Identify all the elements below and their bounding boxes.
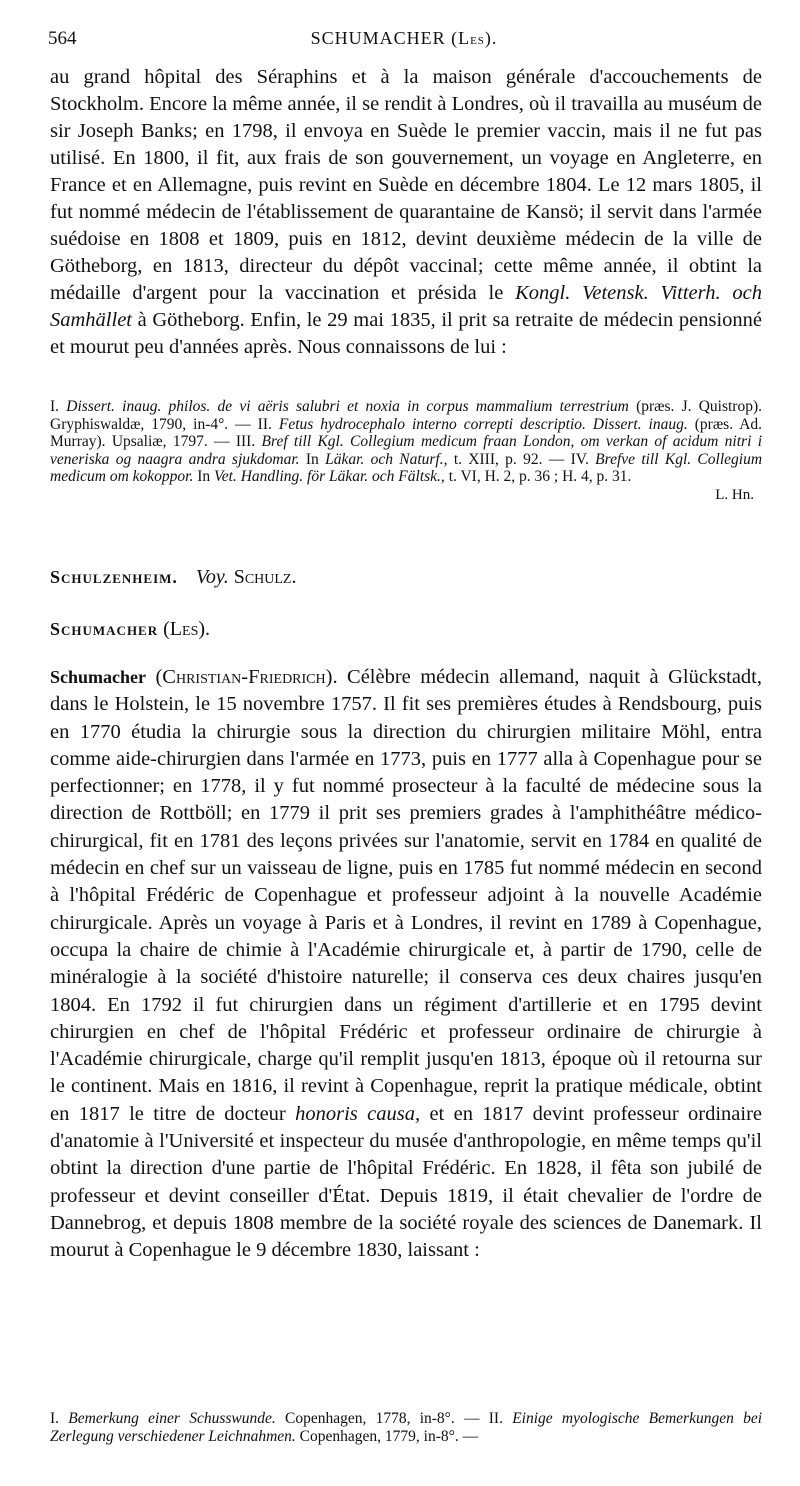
bibliography-christian-friedrich: I. Bemerkung einer Schusswunde. Copenhagen, 1778, in-8°. — II. Einige myologische Bemerkungen bei Zerlegung verschiedener Leichnahmen. Copenhagen, 1779, in-8°. — [50,1410,763,1445]
entry-schulzenheim: Schulzenheim. Voy. Schulz. [50,566,297,588]
running-title: SCHUMACHER (Les). [310,28,498,48]
biography-paragraph: Schumacher (Christian-Friedrich). Célèbre médecin allemand, naquit à Glückstadt, dans le Holstein, le 15 novembre 1757. Il fit ses premières études à Rendsbourg, puis en 1770 étudia la chirurgie sous la direction du chirurgien militaire Möhl, entra comme aide-chirurgien dans l'armée en 1773, puis en 1777 alla à Copenhague pour se perfectionner; en 1778, il y fut nommé prosecteur à la faculté de médecine sous la direction de Rottböll; en 1779 il prit ses premiers grades à l'amphithéâtre médico-chirurgical, fit en 1781 des leçons privées sur l'anatomie, servit en 1784 en qualité de médecin en chef sur un vaisseau de ligne, puis en 1785 fut nommé médecin en second à l'hôpital Frédéric de Copenhague et professeur adjoint à la nouvelle Académie chirurgicale. Après un voyage à Paris et à Londres, il revint en 1789 à Copenhague, occupa la chaire de chimie à l'Académie chirurgicale et, à partir de 1790, celle de minéralogie à la société d'histoire naturelle; il conserva ces deux chaires jusqu'en 1804. En 1792 il fut chirurgien dans un régiment d'artillerie et en 1795 devint chirurgien en chef de l'hôpital Frédéric et professeur ordinaire de chirurgie à l'Académie chirurgicale, charge qu'il remplit jusqu'en 1813, époque où il retourna sur le continent. Mais en 1816, il revint à Copenhague, reprit la pratique médicale, obtint en 1817 le titre de docteur honoris causa, et en 1817 devint professeur ordinaire d'anatomie à l'Université et inspecteur du musée d'anthropologie, en même temps qu'il obtint la direction d'une partie de l'hôpital Frédéric. En 1828, il fêta son jubilé de professeur et devint conseiller d'État. Depuis 1819, il était chevalier de l'ordre de Dannebrog, et depuis 1808 membre de la société royale des sciences de Danemark. Il mourut à Copenhague le 9 décembre 1830, laissant : [50,666,763,1262]
entry-name: Schulzenheim. [50,567,178,587]
continuation-paragraph: au grand hôpital des Séraphins et à la maison générale d'accouchements de Stockholm. Encore la même année, il se rendit à Londres, où il travailla au muséum de sir Joseph Banks; en 1798, il envoya en Suède le premier vaccin, mais il ne fut pas utilisé. En 1800, il fit, aux frais de son gouvernement, un voyage en Angleterre, en France et en Allemagne, puis revint en Suède en décembre 1804. Le 12 mars 1805, il fut nommé médecin de l'établissement de quarantaine de Kansö; il servit dans l'armée suédoise en 1808 et 1809, puis en 1812, devint deuxième médecin de la ville de Götheborg, en 1813, directeur du dépôt vaccinal; cette même année, il obtint la médaille d'argent pour la vaccination et présida le Kongl. Vetensk. Vitterh. och Samhället à Götheborg. Enfin, le 29 mai 1835, il prit sa retraite de médecin pensionné et mourut peu d'années après. Nous connaissons de lui : [50,66,762,358]
page-header [48,28,760,54]
entry-name: Schumacher [50,619,159,639]
page-number: 564 [48,28,77,49]
entry-schumacher-heading: Schumacher (Les). [50,618,211,640]
biography-lead-name: Schumacher [50,667,146,687]
bibliography-schumacher-swedish: I. Dissert. inaug. philos. de vi aëris salubri et noxia in corpus mammalium terrestrium (præs. J. Quistrop). Gryphiswaldæ, 1790, in-4°. — II. Fetus hydrocephalo interno correpti descriptio. Dissert. inaug. (præs. Ad. Murray). Upsaliæ, 1797. — III. Bref till Kgl. Collegium medicum fraan London, om verkan of acidum nitri i veneriska og naagra andra sjukdomar. In Läkar. och Naturf., t. XIII, p. 92. — IV. Brefve till Kgl. Collegium medicum om kokoppor. In Vet. Handling. för Läkar. och Fältsk., t. VI, H. 2, p. 36 ; H. 4, p. 31. L. Hn. [50,398,763,503]
author-signature: L. Hn. [715,486,754,503]
cross-reference: Schulz. [233,566,297,588]
